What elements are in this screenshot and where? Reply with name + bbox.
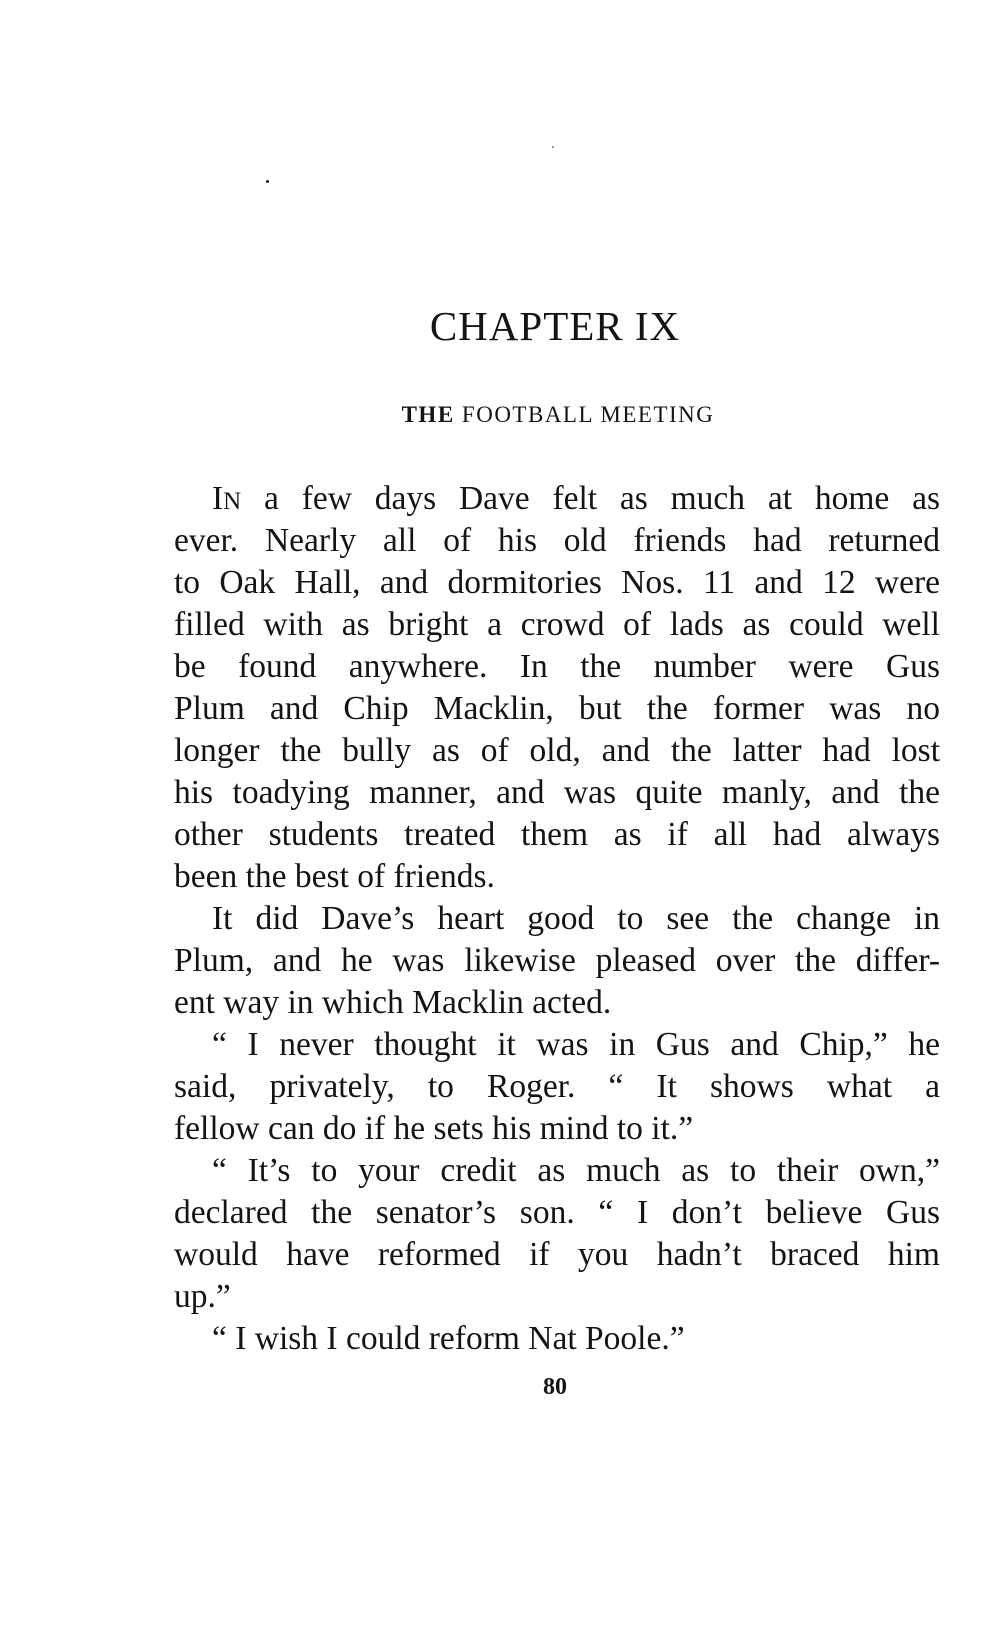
text-line: up.” bbox=[174, 1278, 231, 1315]
text-line: “ I never thought it was in Gus and Chip,” he bbox=[212, 1026, 940, 1063]
chapter-subtitle-first-word: THE bbox=[401, 402, 455, 427]
text-line: said, privately, to Roger. “ It shows what a bbox=[174, 1068, 940, 1105]
text-line: “ It’s to your credit as much as to their own,” bbox=[212, 1152, 940, 1189]
text-line bbox=[174, 478, 940, 520]
text-line: be found anywhere. In the number were Gus bbox=[174, 648, 940, 685]
text-line: Plum and Chip Macklin, but the former was no bbox=[174, 690, 940, 727]
text-line: ever. Nearly all of his old friends had returned bbox=[174, 522, 940, 559]
print-speck bbox=[266, 180, 269, 183]
small-cap: N bbox=[223, 488, 242, 515]
text-line: declared the senator’s son. “ I don’t believe Gus bbox=[174, 1194, 940, 1231]
chapter-subtitle bbox=[0, 402, 1000, 428]
text-line: been the best of friends. bbox=[174, 858, 495, 895]
chapter-title: CHAPTER IX bbox=[429, 303, 681, 349]
text-line: would have reformed if you hadn’t braced him bbox=[174, 1236, 940, 1273]
text-line: other students treated them as if all had always bbox=[174, 816, 940, 853]
text-line: “ I wish I could reform Nat Poole.” bbox=[212, 1320, 685, 1357]
text-line: fellow can do if he sets his mind to it.” bbox=[174, 1110, 694, 1147]
chapter-subtitle-rest: FOOTBALL MEETING bbox=[461, 402, 715, 427]
text-line-content: a few days Dave felt as much at home as bbox=[241, 480, 940, 517]
drop-cap: I bbox=[212, 480, 224, 517]
page-number: 80 bbox=[543, 1374, 567, 1400]
text-line: filled with as bright a crowd of lads as could well bbox=[174, 606, 940, 643]
text-line: to Oak Hall, and dormitories Nos. 11 and 12 were bbox=[174, 564, 940, 601]
text-line: Plum, and he was likewise pleased over the differ- bbox=[174, 942, 940, 979]
text-line: It did Dave’s heart good to see the change in bbox=[212, 900, 940, 937]
print-speck bbox=[552, 146, 554, 148]
body-text bbox=[174, 478, 940, 1360]
text-line: ent way in which Macklin acted. bbox=[174, 984, 612, 1021]
text-line: his toadying manner, and was quite manly, and the bbox=[174, 774, 940, 811]
text-line: longer the bully as of old, and the latter had lost bbox=[174, 732, 940, 769]
